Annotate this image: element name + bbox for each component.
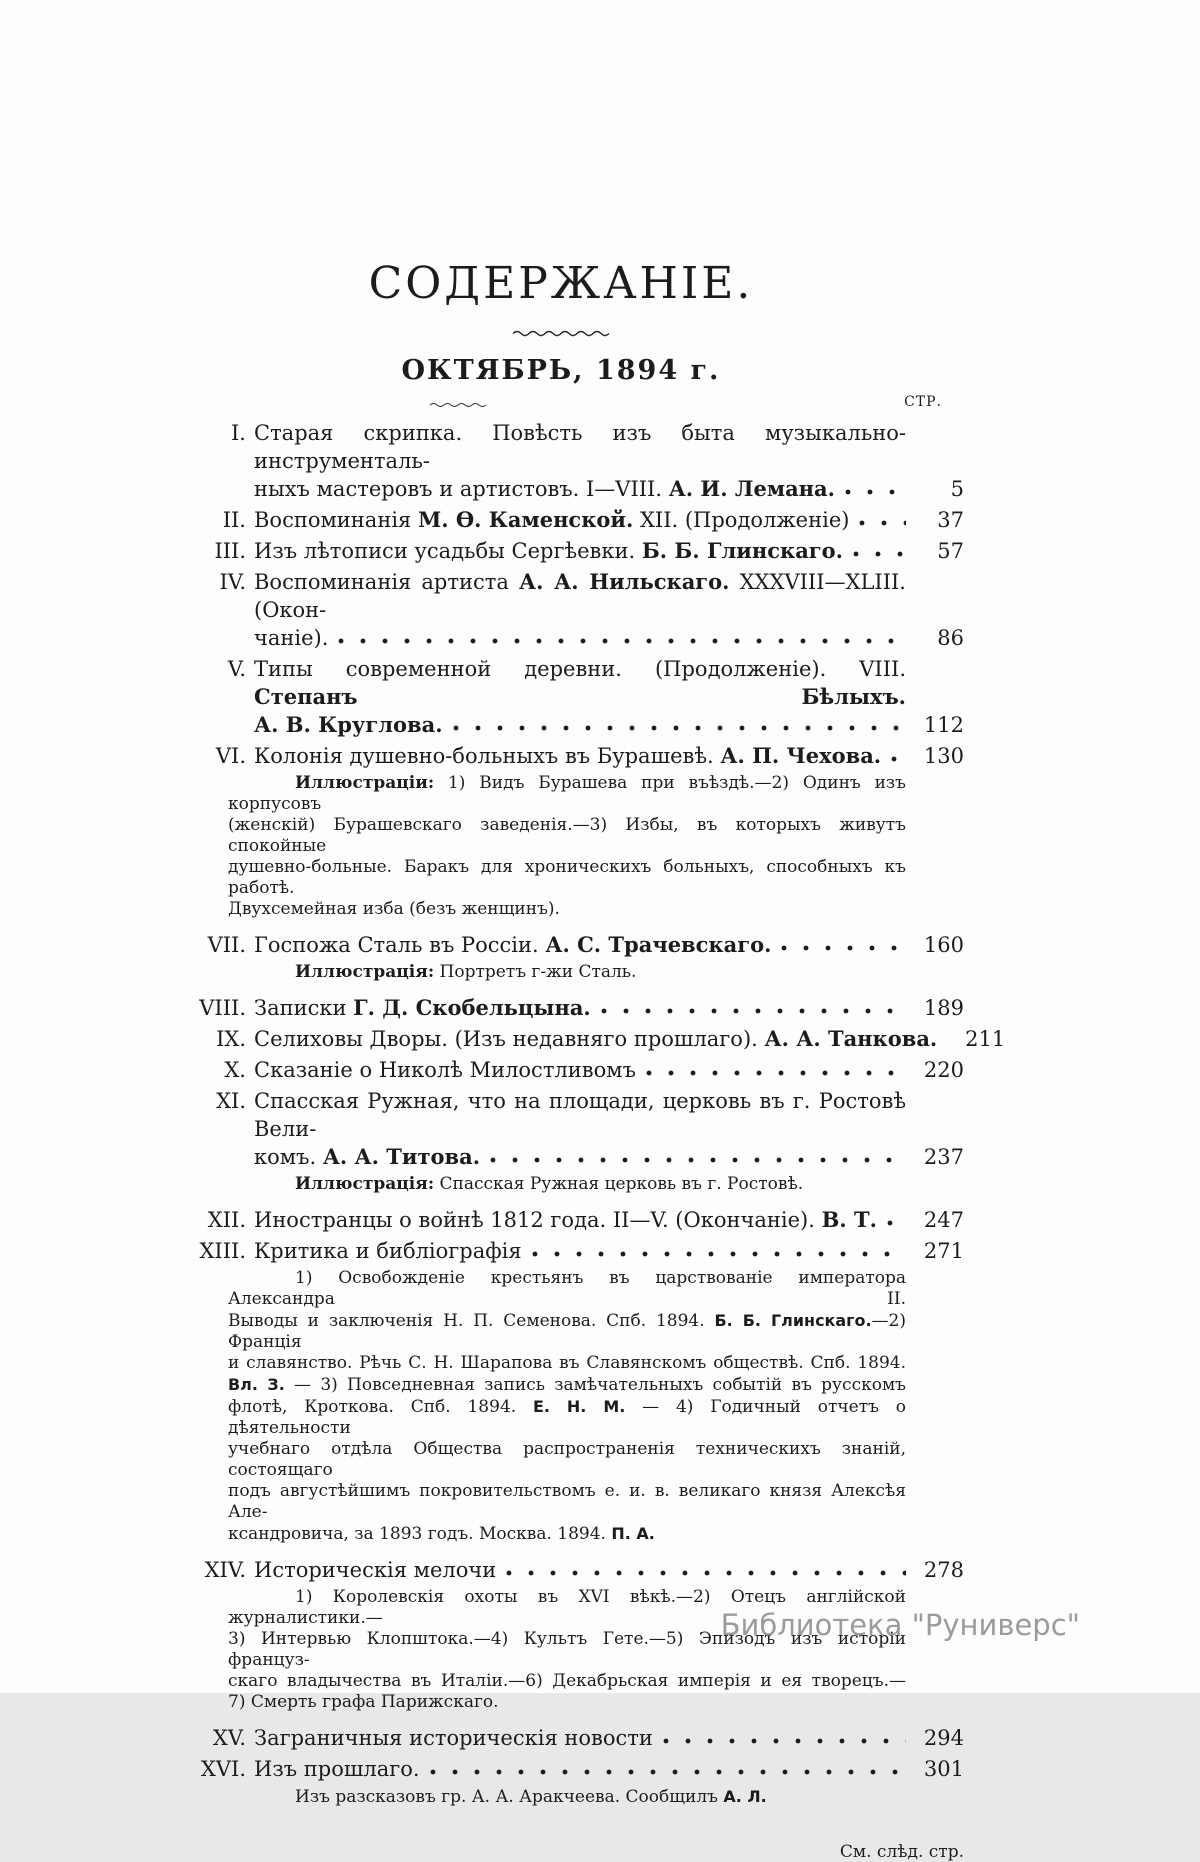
toc-entry <box>158 931 964 991</box>
page-content <box>158 0 1006 1862</box>
column-header-str: СТР. <box>904 394 942 410</box>
entry-number: XIII. <box>199 1239 246 1263</box>
text-segment: Спасская Ружная церковь въ г. Ростовѣ. <box>434 1174 804 1194</box>
text-segment: XXXVIII—XLIII. (Окон- <box>254 570 906 622</box>
note-line <box>228 815 906 857</box>
page-title: СОДЕРЖАНІЕ. <box>368 258 754 309</box>
emphasized-text: А. С. Трачевскаго. <box>545 932 772 957</box>
page-number: 278 <box>923 1558 964 1582</box>
toc-entry <box>158 419 964 503</box>
entry-note <box>228 1174 964 1195</box>
entry-text <box>254 742 881 770</box>
text-segment: ксандровича, за 1893 годъ. Москва. 1894. <box>228 1524 612 1544</box>
entry-line <box>254 1556 964 1584</box>
watermark: Библиотека "Руниверс" <box>720 1608 1080 1642</box>
page-number: 189 <box>923 996 964 1020</box>
dot-leader <box>338 624 906 652</box>
text-segment: 1) Королевскія охоты въ XVI вѣкѣ.—2) Отецъ англійской журналистики.— <box>228 1587 906 1628</box>
text-segment: — 4) Годичный отчетъ о дѣятельности <box>228 1397 906 1438</box>
entry-body <box>254 537 964 565</box>
entry-body <box>254 931 964 991</box>
toc-entry <box>158 655 964 739</box>
entry-text <box>254 1755 420 1783</box>
text-segment: Двухсемейная изба (безъ женщинъ). <box>228 899 560 919</box>
note-line <box>228 1353 906 1374</box>
entry-line <box>254 475 964 503</box>
text-segment: Изъ разсказовъ гр. А. А. Аракчеева. Сообщилъ <box>295 1787 724 1807</box>
entry-line <box>254 1724 964 1752</box>
entry-text <box>254 1143 480 1171</box>
toc-entry <box>158 1237 964 1553</box>
toc-entry <box>158 994 964 1022</box>
entry-text <box>254 475 835 503</box>
entry-note <box>228 1268 964 1545</box>
note-line <box>228 1310 906 1353</box>
page-number: 294 <box>923 1726 964 1750</box>
text-segment: Воспоминанія <box>254 508 418 532</box>
text-segment: Сказаніе о Николѣ Милостливомъ <box>254 1058 636 1082</box>
text-segment: Воспоминанія артиста <box>254 570 519 594</box>
entry-text <box>254 1206 877 1234</box>
entry-number: XII. <box>207 1208 246 1232</box>
entry-line <box>254 931 964 959</box>
emphasized-text: Б. Б. Глинскаго. <box>714 1311 872 1330</box>
entry-line <box>254 1206 964 1234</box>
page-number: 220 <box>923 1058 964 1082</box>
wavy-divider-small <box>430 394 488 413</box>
entry-number: IX. <box>216 1027 246 1051</box>
page-number: 237 <box>923 1145 964 1169</box>
toc-entry <box>158 742 964 928</box>
entry-text <box>254 506 849 534</box>
emphasized-text: П. А. <box>611 1524 655 1543</box>
entry-number: XIV. <box>204 1558 246 1582</box>
dot-leader <box>663 1724 906 1752</box>
entry-text <box>254 1237 522 1265</box>
text-segment: XII. (Продолженіе) <box>633 508 850 532</box>
text-segment: душевно-больные. Баракъ для хроническихъ больныхъ, способныхъ къ работѣ. <box>228 857 906 898</box>
text-segment: Записки <box>254 996 354 1020</box>
emphasized-text: Иллюстрація: <box>295 1174 435 1194</box>
toc-entry <box>158 537 964 565</box>
note-line <box>228 1671 906 1692</box>
emphasized-text: Иллюстрація: <box>295 962 435 982</box>
toc-entry <box>158 1056 964 1084</box>
text-segment: скаго владычества въ Италіи.—6) Декабрьская имперія и ея творецъ.— <box>228 1671 906 1691</box>
entry-number: VIII. <box>199 996 246 1020</box>
entry-body <box>254 1724 964 1752</box>
text-segment: Иностранцы о войнѣ 1812 года. II—V. (Окончаніе). <box>254 1208 822 1232</box>
dot-leader <box>532 1237 906 1265</box>
entry-number: II. <box>222 508 246 532</box>
page-number: 5 <box>950 477 964 501</box>
entry-line <box>254 1237 964 1265</box>
entry-number: XV. <box>212 1726 246 1750</box>
entry-line <box>254 1025 1006 1053</box>
dot-leader <box>891 742 906 770</box>
dot-leader <box>453 711 906 739</box>
text-segment: Старая скрипка. Повѣсть изъ быта музыкально-инструменталь- <box>254 421 906 473</box>
entry-body <box>254 655 964 739</box>
text-segment: Селиховы Дворы. (Изъ недавняго прошлаго). <box>254 1027 765 1051</box>
entry-text <box>254 1056 636 1084</box>
entry-body <box>254 1206 964 1234</box>
text-segment: и славянство. Рѣчь С. Н. Шарапова въ Славянскомъ обществѣ. Спб. 1894. <box>228 1353 906 1373</box>
entry-body <box>254 419 964 503</box>
entry-line <box>254 742 964 770</box>
emphasized-text: А. П. Чехова. <box>720 743 882 768</box>
text-segment: 7) Смерть графа Парижскаго. <box>228 1692 499 1712</box>
footer-note: См. слѣд. стр. <box>839 1842 964 1862</box>
note-line <box>228 857 906 899</box>
note-line <box>228 1174 906 1195</box>
emphasized-text: Б. Б. Глинскаго. <box>641 538 843 563</box>
entry-note <box>228 962 964 983</box>
text-segment: подъ августѣйшимъ покровительствомъ е. и. в. великаго князя Алексѣя Але- <box>228 1481 906 1522</box>
entry-body <box>254 506 964 534</box>
dot-leader <box>845 475 906 503</box>
entry-note <box>228 1587 964 1713</box>
entry-line <box>254 655 964 711</box>
note-line <box>228 1439 906 1481</box>
text-segment: Выводы и заключенія Н. П. Семенова. Спб. 1894. <box>228 1311 715 1331</box>
note-line <box>228 1523 906 1545</box>
page-number: 37 <box>937 508 964 532</box>
dot-leader <box>781 931 906 959</box>
text-segment: Изъ прошлаго. <box>254 1757 420 1781</box>
emphasized-text: Иллюстраціи: <box>295 773 435 793</box>
text-segment: комъ. <box>254 1145 323 1169</box>
emphasized-text: Г. Д. Скобельцына. <box>353 995 591 1020</box>
entry-body <box>254 1056 964 1084</box>
entry-body <box>228 1237 964 1553</box>
entry-line <box>254 1087 964 1143</box>
issue-subtitle: ОКТЯБРЬ, 1894 г. <box>401 355 721 386</box>
entry-line <box>254 1143 964 1171</box>
entry-body <box>254 994 964 1022</box>
text-segment: чаніе). <box>254 626 329 650</box>
entry-text <box>254 624 328 652</box>
toc-entry <box>158 1206 964 1234</box>
entry-number: XVI. <box>200 1757 246 1781</box>
text-segment: Госпожа Сталь въ Россіи. <box>254 933 546 957</box>
text-segment: Изъ лѣтописи усадьбы Сергѣевки. <box>254 539 642 563</box>
toc-entry <box>158 1087 964 1203</box>
emphasized-text: В. Т. <box>821 1207 877 1232</box>
entry-line <box>254 994 964 1022</box>
entry-number: I. <box>231 421 246 445</box>
emphasized-text: Вл. З. <box>228 1375 285 1394</box>
text-segment: учебнаго отдѣла Общества распространенія техническихъ знаній, состоящаго <box>228 1439 906 1480</box>
dot-leader <box>646 1056 906 1084</box>
entry-line <box>254 506 964 534</box>
entry-text <box>254 931 771 959</box>
dot-leader <box>430 1755 906 1783</box>
dot-leader <box>853 537 906 565</box>
dot-leader <box>490 1143 906 1171</box>
text-segment: Спасская Ружная, что на площади, церковь въ г. Ростовѣ Вели- <box>254 1089 906 1141</box>
page-number: 57 <box>937 539 964 563</box>
entry-note <box>228 773 964 920</box>
text-segment: 3) Интервью Клопштока.—4) Культъ Гете.—5) Эпизодъ изъ исторіи француз- <box>228 1629 906 1670</box>
note-line <box>228 1692 906 1713</box>
entry-line <box>254 1755 964 1783</box>
entry-text <box>254 1025 937 1053</box>
text-segment: Портретъ г-жи Сталь. <box>434 962 637 982</box>
emphasized-text: А. Л. <box>723 1787 767 1806</box>
wavy-line-icon <box>513 329 609 338</box>
page-number: 160 <box>923 933 964 957</box>
entry-number: IV. <box>219 570 246 594</box>
page-number: 271 <box>923 1239 964 1263</box>
page-number: 86 <box>937 626 964 650</box>
note-line <box>228 1396 906 1439</box>
entry-number: XI. <box>216 1089 246 1113</box>
page-number: 211 <box>965 1027 1006 1051</box>
text-segment: Критика и библіографія <box>254 1239 522 1263</box>
emphasized-text: Степанъ Бѣлыхъ. <box>254 684 906 709</box>
entry-body <box>254 1087 964 1203</box>
note-line <box>228 899 906 920</box>
text-segment: флотѣ, Кроткова. Спб. 1894. <box>228 1397 533 1417</box>
text-segment: 1) Видъ Бурашева при въѣздѣ.—2) Одинъ изъ корпусовъ <box>228 773 906 814</box>
emphasized-text: А. В. Круглова. <box>254 712 443 737</box>
text-segment: — 3) Повседневная запись замѣчательныхъ событій въ русскомъ <box>284 1375 906 1395</box>
toc-entry <box>158 1755 964 1816</box>
entry-line <box>254 419 964 475</box>
entry-number: III. <box>214 539 246 563</box>
emphasized-text: Е. Н. М. <box>532 1397 626 1416</box>
note-line <box>228 1268 906 1310</box>
entry-body <box>254 568 964 652</box>
emphasized-text: М. Ѳ. Каменской. <box>417 507 634 532</box>
entry-text <box>254 1556 496 1584</box>
page-number: 130 <box>923 744 964 768</box>
column-header-row <box>158 388 964 416</box>
text-segment: (женскій) Бурашевскаго заведенія.—3) Избы, въ которыхъ живутъ спокойные <box>228 815 906 856</box>
note-line <box>228 962 906 983</box>
page-number: 301 <box>923 1757 964 1781</box>
page-number: 247 <box>923 1208 964 1232</box>
wavy-divider <box>158 323 964 333</box>
text-segment: ныхъ мастеровъ и артистовъ. I—VIII. <box>254 477 669 501</box>
entry-number: X. <box>224 1058 246 1082</box>
entry-line <box>254 711 964 739</box>
entry-line <box>254 1056 964 1084</box>
toc-entry <box>158 506 964 534</box>
entry-text <box>254 537 843 565</box>
emphasized-text: А. А. Нильскаго. <box>518 569 730 594</box>
entry-text <box>254 711 443 739</box>
entry-line <box>254 624 964 652</box>
dot-leader <box>601 994 906 1022</box>
page-number: 112 <box>923 713 964 737</box>
entry-line <box>254 537 964 565</box>
entry-text <box>254 994 591 1022</box>
text-segment: —2) Франція <box>228 1311 906 1352</box>
entry-number: VII. <box>207 933 246 957</box>
wavy-line-icon <box>430 401 488 409</box>
text-segment: Историческія мелочи <box>254 1558 497 1582</box>
text-segment: Заграничныя историческія новости <box>254 1726 653 1750</box>
toc-list <box>158 419 1006 1816</box>
note-line <box>228 1374 906 1396</box>
toc-entry <box>158 1724 964 1752</box>
note-line <box>228 773 906 815</box>
entry-note <box>228 1786 964 1808</box>
entry-number: VI. <box>215 744 246 768</box>
entry-line <box>254 568 964 624</box>
entry-body <box>254 1025 1006 1053</box>
entry-body <box>254 1755 964 1816</box>
note-line <box>228 1786 906 1808</box>
dot-leader <box>506 1556 906 1584</box>
entry-text <box>254 1724 653 1752</box>
dot-leader <box>859 506 906 534</box>
dot-leader <box>887 1206 906 1234</box>
text-segment: 1) Освобожденіе крестьянъ въ царствованіе императора Александра II. <box>228 1268 906 1309</box>
toc-entry <box>158 1025 1006 1053</box>
text-segment: Колонія душевно-больныхъ въ Бурашевѣ. <box>254 744 721 768</box>
emphasized-text: А. А. Титова. <box>322 1144 481 1169</box>
entry-number: V. <box>227 657 246 681</box>
emphasized-text: А. И. Лемана. <box>668 476 835 501</box>
toc-entry <box>158 568 964 652</box>
note-line <box>228 1481 906 1523</box>
emphasized-text: А. А. Танкова. <box>764 1026 938 1051</box>
text-segment: Типы современной деревни. (Продолженіе). VIII. <box>254 657 906 681</box>
